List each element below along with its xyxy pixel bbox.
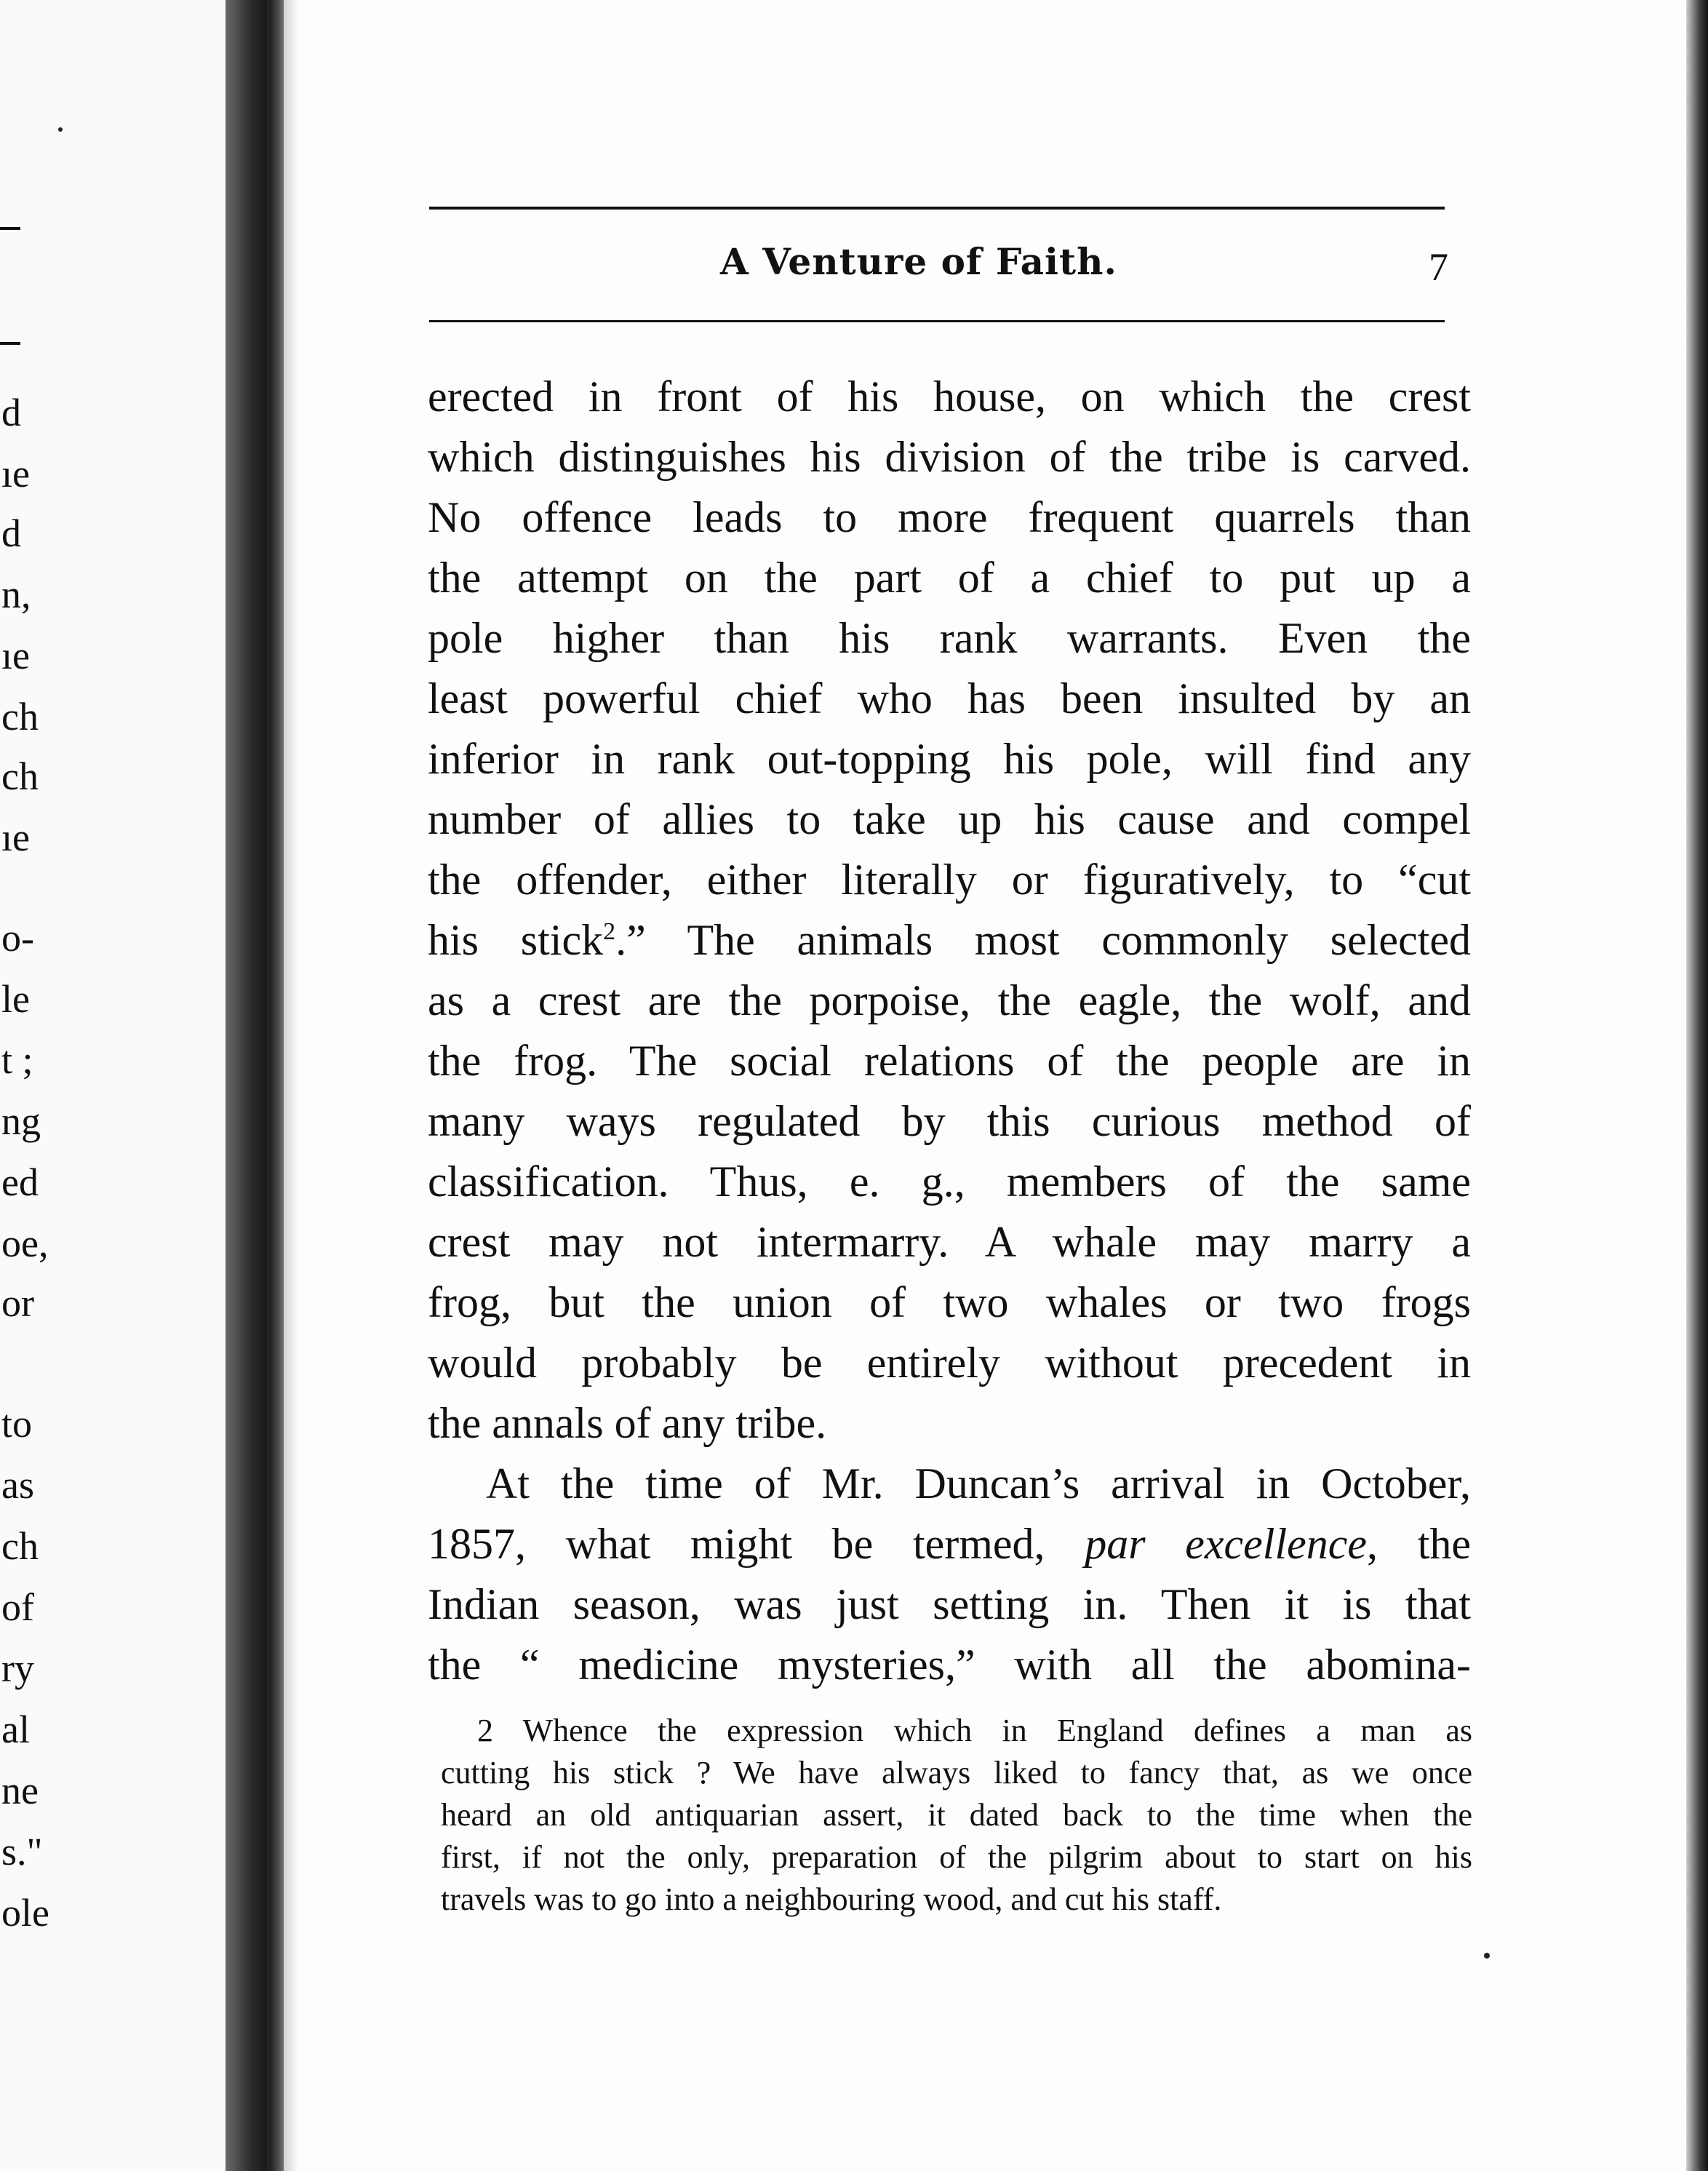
text-line: least powerful chief who has been insulted by an — [428, 674, 1471, 722]
text-line — [428, 910, 1471, 971]
left-page-fragment: or — [1, 1281, 34, 1325]
left-page-fragment: of — [1, 1585, 34, 1629]
text-line — [428, 1514, 1471, 1574]
line-text: 1857, what might be termed, — [428, 1520, 1045, 1568]
left-page-fragment: d — [1, 391, 21, 434]
text-line: many ways regulated by this curious method of — [428, 1097, 1471, 1145]
left-page-fragment: ıe — [1, 634, 30, 677]
text-line: the offender, either literally or figuratively, to “cut — [428, 856, 1471, 904]
line-text: his stick — [428, 916, 604, 964]
previous-page-strip — [0, 0, 226, 2171]
text-line: as a crest are the porpoise, the eagle, the wolf, and — [428, 976, 1471, 1024]
left-page-fragment: ole — [1, 1891, 49, 1935]
footnote-line: travels was to go into a neighbouring wood, and cut his staff. — [441, 1881, 1222, 1917]
italic-phrase: par excellence — [1085, 1520, 1368, 1568]
left-page-fragment: ch — [1, 1524, 39, 1568]
left-page-fragment: ıe — [1, 452, 30, 495]
text-line: the annals of any tribe. — [428, 1399, 827, 1447]
left-page-fragment: ry — [1, 1646, 34, 1690]
page-edge — [1686, 0, 1708, 2171]
line-text: , the — [1367, 1520, 1471, 1568]
left-page-fragment: ne — [1, 1769, 39, 1812]
text-line: At the time of Mr. Duncan’s arrival in October, — [486, 1459, 1471, 1507]
left-page-fragment: to — [1, 1402, 33, 1446]
text-line: number of allies to take up his cause and compel — [428, 795, 1471, 843]
text-line: the “ medicine mysteries,” with all the abomina- — [428, 1641, 1471, 1689]
text-line: Indian season, was just setting in. Then it is that — [428, 1580, 1471, 1628]
text-line: frog, but the union of two whales or two frogs — [428, 1278, 1471, 1326]
text-line: pole higher than his rank warrants. Even the — [428, 614, 1471, 662]
left-page-fragment: ng — [1, 1099, 41, 1143]
text-line: erected in front of his house, on which the crest — [428, 373, 1471, 421]
footnote-reference: 2 — [603, 918, 616, 945]
body-text — [428, 367, 1471, 1695]
left-page-fragment: n, — [1, 573, 31, 616]
left-page-fragment: d — [1, 511, 21, 555]
left-page-fragment: o- — [1, 916, 34, 960]
left-page-fragment: al — [1, 1708, 30, 1751]
left-page-fragment: t ; — [1, 1038, 33, 1082]
ink-speck — [58, 127, 63, 132]
left-page-fragment: as — [1, 1463, 34, 1507]
left-page-fragment: ed — [1, 1160, 39, 1204]
left-page-dash — [0, 227, 20, 230]
ink-speck — [1484, 1953, 1490, 1959]
left-page-dash — [0, 342, 20, 345]
left-page-fragment: ıe — [1, 816, 30, 859]
left-page-fragment: ch — [1, 754, 39, 798]
footnote — [441, 1710, 1472, 1921]
left-page-fragment: s." — [1, 1830, 43, 1873]
footnote-line: first, if not the only, preparation of the pilgrim about to start on his — [441, 1839, 1472, 1875]
text-line: inferior in rank out-topping his pole, will find any — [428, 735, 1471, 783]
text-line: the frog. The social relations of the people are in — [428, 1037, 1471, 1085]
left-page-fragment: oe, — [1, 1222, 49, 1265]
text-line: No offence leads to more frequent quarrels than — [428, 493, 1471, 541]
running-title: A Venture of Faith. — [720, 240, 1117, 283]
left-page-fragment: le — [1, 977, 30, 1021]
text-line: which distinguishes his division of the tribe is carved. — [428, 433, 1471, 481]
gutter-shadow — [269, 0, 298, 2171]
text-line: crest may not intermarry. A whale may marry a — [428, 1218, 1471, 1266]
text-line: would probably be entirely without precedent in — [428, 1339, 1471, 1387]
header-rule-bottom — [429, 320, 1445, 322]
header-rule-top — [429, 207, 1445, 210]
footnote-line: heard an old antiquarian assert, it dated back to the time when the — [441, 1797, 1472, 1833]
line-text: .” The animals most commonly selected — [615, 916, 1471, 964]
page-number: 7 — [1429, 245, 1448, 289]
left-page-fragment: ch — [1, 695, 39, 738]
footnote-line: 2 Whence the expression which in England defines a man as — [477, 1713, 1472, 1748]
text-line: classification. Thus, e. g., members of the same — [428, 1158, 1471, 1206]
text-line: the attempt on the part of a chief to put up a — [428, 554, 1471, 602]
footnote-line: cutting his stick ? We have always liked to fancy that, as we once — [441, 1755, 1472, 1790]
